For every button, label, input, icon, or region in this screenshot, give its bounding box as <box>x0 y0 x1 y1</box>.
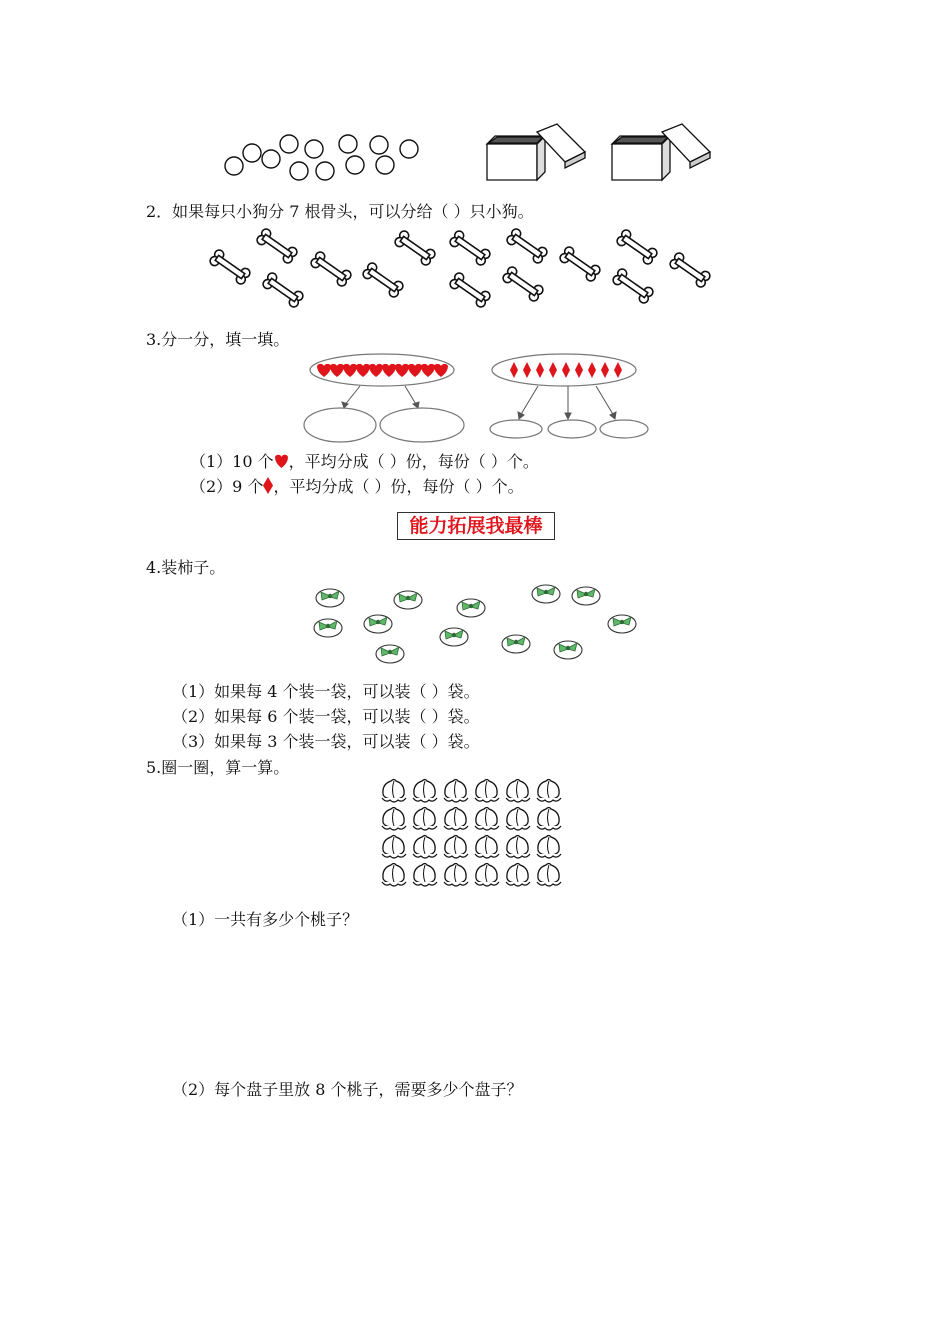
q2-text: 2．如果每只小狗分 7 根骨头，可以分给（ ）只小狗。 <box>146 202 534 221</box>
section-title: 能力拓展我最棒 <box>397 512 555 540</box>
peach-icon <box>413 836 437 859</box>
peach-icon <box>444 808 468 831</box>
peach-icon <box>413 864 437 887</box>
q5-item-2: （2）每个盘子里放 8 个桃子，需要多少个盘子？ <box>172 1080 523 1099</box>
q4-title: 4.装柿子。 <box>146 558 226 577</box>
peach-icon <box>382 836 406 859</box>
peach-icon <box>382 808 406 831</box>
peach-icon <box>475 780 499 803</box>
peach-icon <box>382 780 406 803</box>
peach-icon <box>444 780 468 803</box>
peach-icon <box>413 780 437 803</box>
q3-item-2: （2）9 个 ，平均分成（ ）份，每份（ ）个。 <box>190 477 524 496</box>
peach-icon <box>537 836 561 859</box>
peach-icon <box>506 864 530 887</box>
q3-title: 3.分一分，填一填。 <box>146 330 290 349</box>
peach-icon <box>444 836 468 859</box>
peach-icon <box>537 808 561 831</box>
peach-icon <box>537 864 561 887</box>
diamond-icon <box>263 477 273 494</box>
peach-icon <box>506 780 530 803</box>
peach-icon <box>475 808 499 831</box>
peach-icon <box>413 808 437 831</box>
peach-icon <box>444 864 468 887</box>
peaches-figure <box>380 776 566 890</box>
bones-figure <box>205 222 725 312</box>
peach-icon <box>506 808 530 831</box>
q5-title: 5.圈一圈，算一算。 <box>146 758 290 777</box>
q3-item-1: （1）10 个 ，平均分成（ ）份，每份（ ）个。 <box>190 452 539 471</box>
hearts-division-figure <box>300 350 465 445</box>
heart-icon <box>274 453 289 469</box>
persimmons-figure <box>308 578 643 666</box>
circles-figure <box>222 132 422 184</box>
peach-icon <box>537 780 561 803</box>
boxes-figure <box>485 122 730 186</box>
q4-item-1: （1）如果每 4 个装一袋，可以装（ ）袋。 <box>172 682 480 701</box>
q5-item-1: （1）一共有多少个桃子？ <box>172 910 359 929</box>
peach-icon <box>475 864 499 887</box>
diamonds-division-figure <box>488 350 653 442</box>
q4-item-2: （2）如果每 6 个装一袋，可以装（ ）袋。 <box>172 707 480 726</box>
peach-icon <box>475 836 499 859</box>
peach-icon <box>382 864 406 887</box>
peach-icon <box>506 836 530 859</box>
q4-item-3: （3）如果每 3 个装一袋，可以装（ ）袋。 <box>172 732 480 751</box>
